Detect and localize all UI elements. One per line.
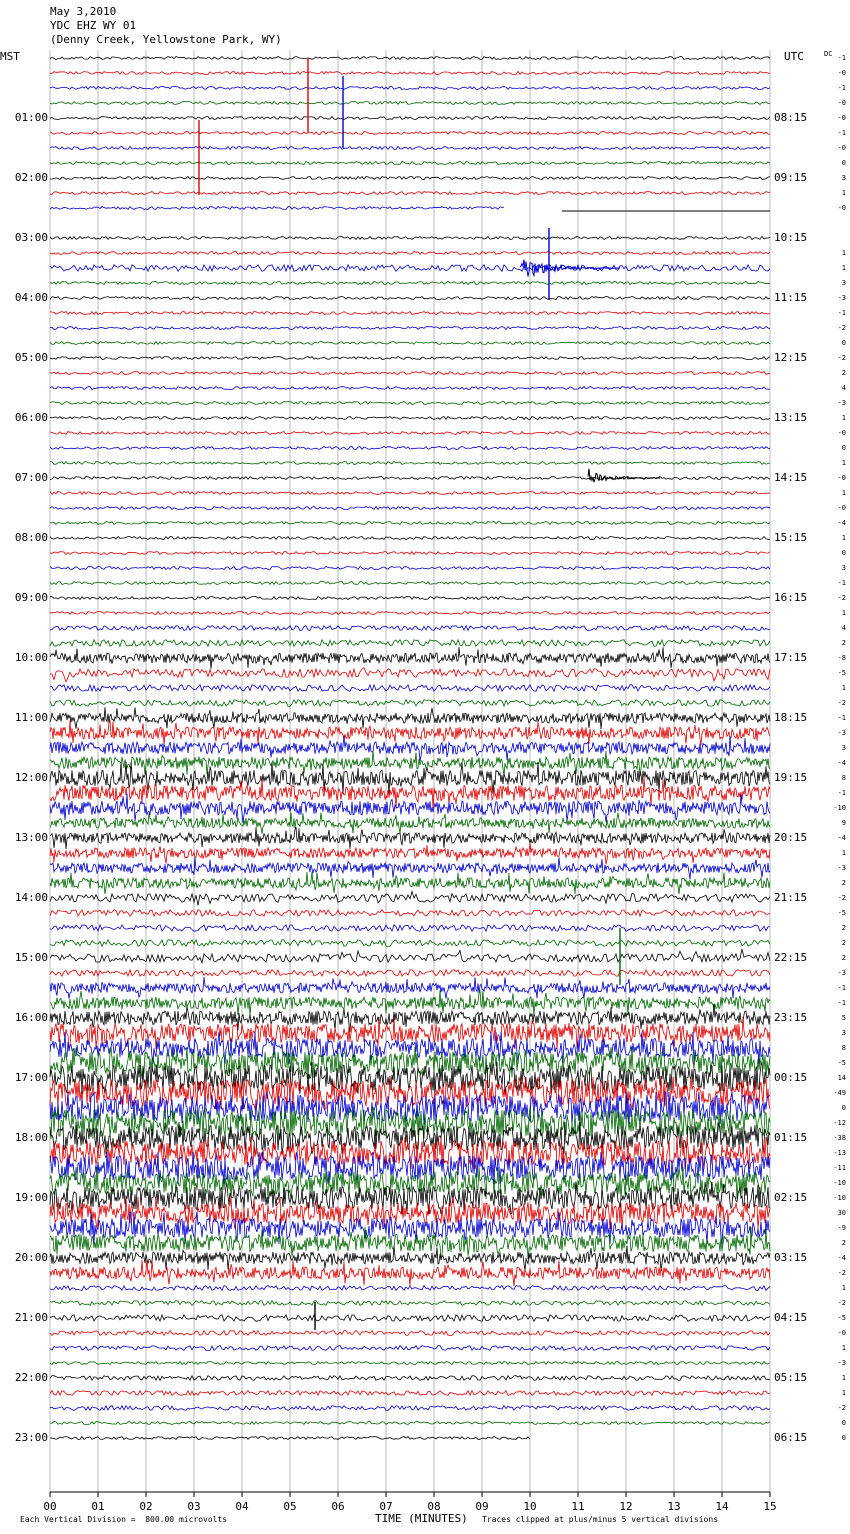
x-tick-label: 15 — [763, 1500, 777, 1513]
left-hour-label: 01:00 — [14, 111, 48, 124]
right-hour-label: 14:15 — [774, 471, 808, 484]
left-hour-label: 02:00 — [14, 171, 48, 184]
dc-offset-value: 1 — [841, 1284, 846, 1292]
trace-line-16 — [50, 297, 770, 300]
left-hour-label: 20:00 — [14, 1251, 48, 1264]
trace-line-4 — [50, 117, 770, 120]
trace-line-45 — [50, 720, 770, 746]
dc-offset-value: 0 — [841, 1434, 846, 1442]
right-hour-label: 23:15 — [774, 1011, 808, 1024]
trace-line-36 — [50, 597, 770, 600]
trace-group — [50, 57, 770, 1440]
dc-offset-value: 4 — [841, 624, 846, 632]
trace-line-91 — [50, 1422, 770, 1425]
dc-offset-header: DC — [824, 50, 833, 58]
trace-line-83 — [50, 1301, 770, 1306]
dc-offset-value: -3 — [837, 294, 846, 302]
right-hour-label: 08:15 — [774, 111, 808, 124]
trace-line-25 — [50, 432, 770, 435]
right-hour-label: 19:15 — [774, 771, 808, 784]
dc-offset-value: -0 — [837, 144, 846, 152]
dc-offset-value: 0 — [841, 1104, 846, 1112]
trace-line-47 — [50, 751, 770, 777]
trace-line-27 — [50, 462, 770, 465]
dc-offset-value: 0 — [841, 1419, 846, 1427]
dc-offset-value: -11 — [833, 1164, 846, 1172]
dc-offset-value: -1 — [837, 309, 846, 317]
dc-offset-value: -4 — [837, 519, 846, 527]
left-hour-label: 16:00 — [14, 1011, 48, 1024]
trace-line-39 — [50, 640, 770, 647]
dc-offset-value: 2 — [841, 939, 846, 947]
dc-offset-value: 3 — [841, 1029, 846, 1037]
dc-offset-value: 2 — [841, 879, 846, 887]
dc-offset-value: -3 — [837, 969, 846, 977]
trace-line-18 — [50, 327, 770, 330]
x-tick-label: 00 — [43, 1500, 57, 1513]
x-axis — [50, 1492, 770, 1497]
dc-offset-value: -1 — [837, 789, 846, 797]
trace-line-29 — [50, 492, 770, 495]
trace-line-50 — [50, 793, 770, 822]
trace-line-62 — [50, 977, 770, 999]
dc-offset-value: -12 — [833, 1119, 846, 1127]
dc-offset-value: -2 — [837, 1269, 846, 1277]
trace-line-46 — [50, 736, 770, 762]
x-tick-label: 03 — [187, 1500, 201, 1513]
left-hour-label: 21:00 — [14, 1311, 48, 1324]
dc-offset-value: 2 — [841, 954, 846, 962]
trace-line-8 — [50, 177, 770, 180]
trace-line-61 — [50, 970, 770, 977]
trace-line-90 — [50, 1406, 770, 1411]
dc-offset-value: -0 — [837, 429, 846, 437]
x-tick-label: 10 — [523, 1500, 537, 1513]
trace-line-53 — [50, 842, 770, 864]
event-coda-1 — [520, 260, 620, 277]
right-hour-label: 22:15 — [774, 951, 808, 964]
trace-line-23 — [50, 402, 770, 405]
trace-line-21 — [50, 372, 770, 375]
left-hour-label: 05:00 — [14, 351, 48, 364]
x-tick-label: 01 — [91, 1500, 105, 1513]
dc-offset-value: -1 — [837, 999, 846, 1007]
x-tick-label: 07 — [379, 1500, 393, 1513]
trace-line-28 — [50, 477, 770, 480]
right-hour-label: 04:15 — [774, 1311, 808, 1324]
trace-line-40 — [50, 647, 770, 669]
right-hour-label: 20:15 — [774, 831, 808, 844]
dc-offset-value: -5 — [837, 1314, 846, 1322]
x-tick-label: 04 — [235, 1500, 249, 1513]
dc-offset-value: -4 — [837, 834, 846, 842]
right-hour-label: 12:15 — [774, 351, 808, 364]
left-hour-label: 06:00 — [14, 411, 48, 424]
x-tick-label: 12 — [619, 1500, 633, 1513]
trace-line-7 — [50, 162, 770, 165]
trace-line-22 — [50, 387, 770, 390]
right-hour-label: 02:15 — [774, 1191, 808, 1204]
dc-offset-value: 2 — [841, 1239, 846, 1247]
dc-offset-value: 1 — [841, 609, 846, 617]
left-hour-label: 03:00 — [14, 231, 48, 244]
dc-offset-value: -5 — [837, 669, 846, 677]
dc-offset-value: -2 — [837, 1299, 846, 1307]
x-tick-label: 11 — [571, 1500, 585, 1513]
trace-line-43 — [50, 700, 770, 707]
right-hour-label: 17:15 — [774, 651, 808, 664]
trace-line-0 — [50, 57, 770, 60]
right-timezone-label: UTC — [784, 50, 804, 63]
event-coda-2 — [588, 469, 660, 483]
left-hour-label: 13:00 — [14, 831, 48, 844]
left-hour-label: 14:00 — [14, 891, 48, 904]
trace-line-12 — [50, 237, 770, 240]
dc-offset-value: 1 — [841, 189, 846, 197]
right-hour-label: 21:15 — [774, 891, 808, 904]
right-hour-label: 18:15 — [774, 711, 808, 724]
trace-line-75 — [50, 1167, 770, 1199]
trace-line-37 — [50, 612, 770, 615]
trace-line-41 — [50, 668, 770, 682]
left-timezone-label: MST — [0, 50, 20, 63]
dc-offset-value: -2 — [837, 324, 846, 332]
dc-offset-value: 0 — [841, 444, 846, 452]
dc-offset-value: -0 — [837, 114, 846, 122]
x-tick-label: 02 — [139, 1500, 153, 1513]
right-hour-label: 11:15 — [774, 291, 808, 304]
trace-line-58 — [50, 925, 770, 932]
right-hour-label: 16:15 — [774, 591, 808, 604]
dc-offset-value: 1 — [841, 414, 846, 422]
dc-offset-value: -2 — [837, 594, 846, 602]
dc-offset-value: -13 — [833, 1149, 846, 1157]
right-hour-label: 15:15 — [774, 531, 808, 544]
dc-offset-value: 8 — [841, 774, 846, 782]
trace-line-13 — [50, 252, 770, 255]
dc-offset-value: 3 — [841, 564, 846, 572]
x-tick-label: 05 — [283, 1500, 297, 1513]
dc-offset-value: 1 — [841, 1374, 846, 1382]
trace-line-10 — [50, 207, 504, 210]
dc-offset-value: -2 — [837, 699, 846, 707]
station-id: YDC EHZ WY 01 — [50, 19, 137, 32]
trace-line-54 — [50, 857, 770, 879]
dc-offset-value: -4 — [837, 1254, 846, 1262]
dc-offset-value: -3 — [837, 729, 846, 737]
dc-offset-value: -10 — [833, 1194, 846, 1202]
left-hour-label: 23:00 — [14, 1431, 48, 1444]
trace-line-89 — [50, 1391, 770, 1396]
dc-offset-value: 2 — [841, 369, 846, 377]
left-hour-label: 12:00 — [14, 771, 48, 784]
x-tick-label: 08 — [427, 1500, 441, 1513]
right-hour-label: 03:15 — [774, 1251, 808, 1264]
x-tick-label: 09 — [475, 1500, 489, 1513]
trace-line-88 — [50, 1376, 770, 1381]
dc-offset-value: -1 — [837, 54, 846, 62]
trace-line-19 — [50, 342, 770, 345]
trace-line-56 — [50, 892, 770, 906]
trace-line-31 — [50, 522, 770, 525]
trace-line-14 — [50, 265, 770, 272]
dc-offset-value: -0 — [837, 504, 846, 512]
dc-offset-value: 1 — [841, 489, 846, 497]
trace-line-9 — [50, 192, 770, 195]
trace-line-32 — [50, 537, 770, 540]
right-hour-label: 10:15 — [774, 231, 808, 244]
right-hour-label: 09:15 — [774, 171, 808, 184]
dc-offset-value: -1 — [837, 84, 846, 92]
dc-offset-value: -2 — [837, 354, 846, 362]
trace-line-24 — [50, 417, 770, 420]
dc-offset-value: 30 — [837, 1209, 846, 1217]
trace-line-1 — [50, 72, 770, 75]
dc-offset-value: 3 — [841, 174, 846, 182]
dc-offset-value: -10 — [833, 1179, 846, 1187]
trace-line-34 — [50, 567, 770, 570]
trace-line-86 — [50, 1346, 770, 1351]
dc-offset-value: 8 — [841, 1044, 846, 1052]
dc-offset-value: 1 — [841, 459, 846, 467]
right-hour-label: 06:15 — [774, 1431, 808, 1444]
trace-line-55 — [50, 872, 770, 894]
x-tick-label: 13 — [667, 1500, 681, 1513]
dc-offset-value: 1 — [841, 534, 846, 542]
left-hour-label: 10:00 — [14, 651, 48, 664]
x-axis-title: TIME (MINUTES) — [375, 1512, 468, 1525]
trace-line-64 — [50, 1004, 770, 1032]
dc-offset-value: -5 — [837, 1059, 846, 1067]
dc-offset-value: 0 — [841, 159, 846, 167]
dc-offset-value: 3 — [841, 279, 846, 287]
trace-line-42 — [50, 685, 770, 692]
trace-line-87 — [50, 1362, 770, 1365]
left-hour-label: 09:00 — [14, 591, 48, 604]
dc-offset-value: -49 — [833, 1089, 846, 1097]
dc-offset-value: -1 — [837, 129, 846, 137]
left-hour-label: 19:00 — [14, 1191, 48, 1204]
left-hour-label: 17:00 — [14, 1071, 48, 1084]
dc-offset-value: -1 — [837, 714, 846, 722]
dc-offset-value: 5 — [841, 1014, 846, 1022]
x-tick-label: 14 — [715, 1500, 729, 1513]
dc-offset-value: -10 — [833, 804, 846, 812]
trace-line-74 — [50, 1152, 770, 1184]
dc-offset-value: 1 — [841, 1389, 846, 1397]
dc-offset-value: 2 — [841, 924, 846, 932]
dc-offset-value: -2 — [837, 1404, 846, 1412]
left-hour-label: 04:00 — [14, 291, 48, 304]
trace-line-6 — [50, 147, 770, 150]
trace-line-35 — [50, 582, 770, 585]
trace-line-82 — [50, 1286, 770, 1291]
right-hour-label: 00:15 — [774, 1071, 808, 1084]
dc-offset-value: 1 — [841, 849, 846, 857]
trace-line-59 — [50, 940, 770, 947]
trace-line-26 — [50, 447, 770, 450]
right-hour-label: 01:15 — [774, 1131, 808, 1144]
clipping-note: Traces clipped at plus/minus 5 vertical divisions — [482, 1515, 719, 1524]
trace-line-33 — [50, 552, 770, 555]
left-hour-label: 22:00 — [14, 1371, 48, 1384]
dc-offset-value: -0 — [837, 474, 846, 482]
left-hour-label: 18:00 — [14, 1131, 48, 1144]
dc-offset-value: 14 — [837, 1074, 846, 1082]
trace-line-30 — [50, 507, 770, 510]
dc-offset-value: -0 — [837, 204, 846, 212]
dc-offset-value: -0 — [837, 99, 846, 107]
right-hour-label: 13:15 — [774, 411, 808, 424]
dc-offset-value: 9 — [841, 819, 846, 827]
dc-offset-value: -1 — [837, 984, 846, 992]
trace-line-20 — [50, 357, 770, 360]
x-tick-label: 06 — [331, 1500, 345, 1513]
dc-offset-value: -3 — [837, 399, 846, 407]
trace-line-85 — [50, 1331, 770, 1336]
event-group — [199, 58, 660, 1330]
left-hour-label: 07:00 — [14, 471, 48, 484]
station-location: (Denny Creek, Yellowstone Park, WY) — [50, 33, 282, 46]
dc-offset-value: 2 — [841, 639, 846, 647]
dc-offset-value: -38 — [833, 1134, 846, 1142]
dc-offset-value: -2 — [837, 894, 846, 902]
dc-offset-value: -8 — [837, 654, 846, 662]
left-hour-label: 15:00 — [14, 951, 48, 964]
dc-offset-value: -0 — [837, 1329, 846, 1337]
dc-offset-value: 1 — [841, 249, 846, 257]
dc-offset-value: 1 — [841, 684, 846, 692]
dc-offset-value: 4 — [841, 384, 846, 392]
trace-line-2 — [50, 87, 770, 90]
trace-line-63 — [50, 990, 770, 1016]
left-hour-label: 11:00 — [14, 711, 48, 724]
trace-line-84 — [50, 1315, 770, 1322]
dc-offset-value: -4 — [837, 759, 846, 767]
record-date: May 3,2010 — [50, 5, 117, 18]
dc-offset-value: -0 — [837, 69, 846, 77]
trace-line-17 — [50, 312, 770, 315]
left-hour-label: 08:00 — [14, 531, 48, 544]
dc-offset-value: -3 — [837, 1359, 846, 1367]
dc-offset-value: -5 — [837, 909, 846, 917]
trace-line-44 — [50, 707, 770, 729]
vertical-division-note: Each Vertical Division = 800.00 microvolts — [20, 1515, 228, 1524]
trace-line-57 — [50, 910, 770, 917]
right-hour-label: 05:15 — [774, 1371, 808, 1384]
dc-offset-value: -9 — [837, 1224, 846, 1232]
trace-line-52 — [50, 827, 770, 849]
dc-offset-value: 1 — [841, 264, 846, 272]
trace-line-15 — [50, 282, 770, 285]
trace-line-60 — [50, 949, 770, 963]
dc-offset-value: 0 — [841, 339, 846, 347]
dc-offset-value: -1 — [837, 579, 846, 587]
dc-offset-value: -3 — [837, 864, 846, 872]
dc-offset-value: 0 — [841, 549, 846, 557]
trace-line-3 — [50, 102, 770, 105]
trace-line-38 — [50, 626, 770, 631]
dc-offset-value: 1 — [841, 1344, 846, 1352]
dc-offset-value: 3 — [841, 744, 846, 752]
trace-line-5 — [50, 132, 770, 135]
